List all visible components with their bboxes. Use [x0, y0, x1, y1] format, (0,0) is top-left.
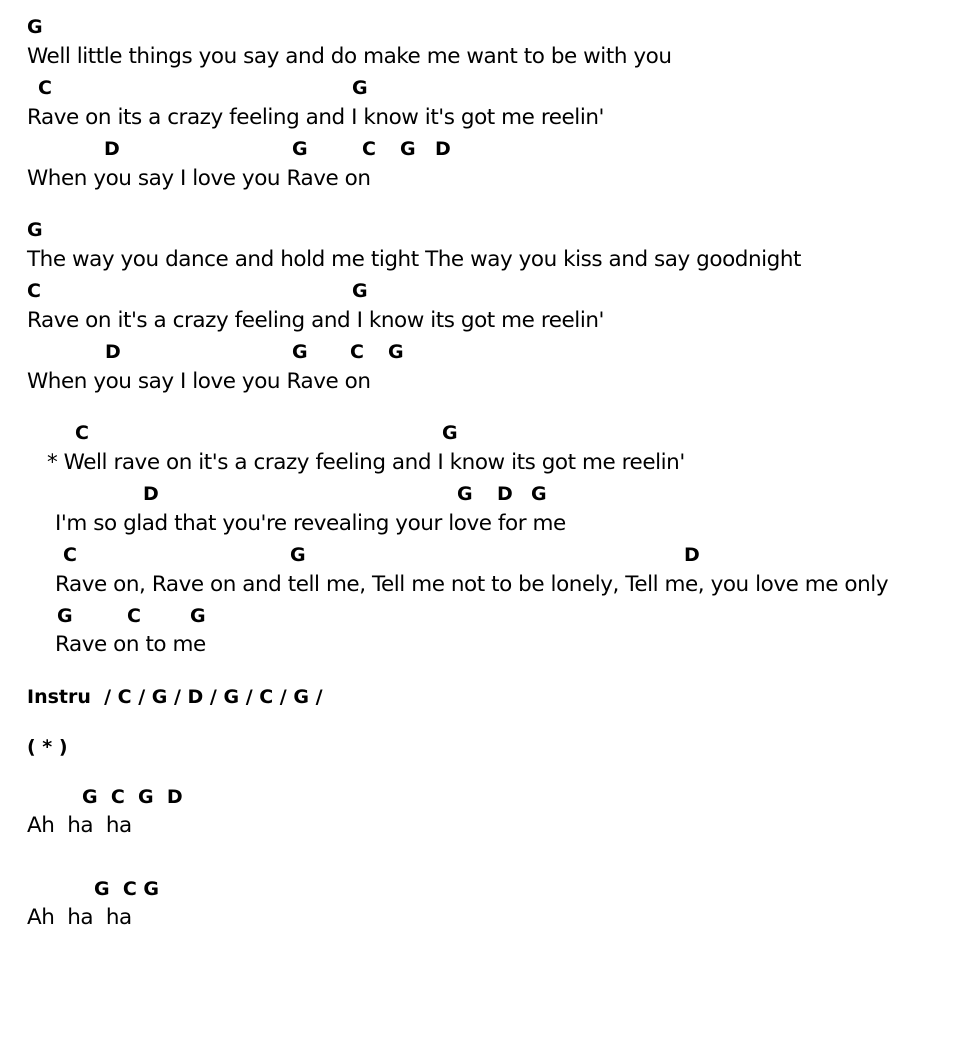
chord: G [292, 341, 308, 363]
chord: G [400, 138, 416, 160]
chord: D [143, 483, 159, 505]
chord-sequence: G C G D [82, 786, 183, 808]
chord: D [684, 544, 700, 566]
chord: C [350, 341, 364, 363]
chord: C [75, 422, 89, 444]
chord: G [27, 16, 43, 38]
lyric-line: Rave on its a crazy feeling and I know it's got me reelin' [27, 105, 604, 130]
chord: G [388, 341, 404, 363]
chord: G [27, 219, 43, 241]
chord: C [38, 77, 52, 99]
chord: G [292, 138, 308, 160]
chord: G [442, 422, 458, 444]
chord: G [290, 544, 306, 566]
lyric-line: Rave on it's a crazy feeling and I know its got me reelin' [27, 308, 604, 333]
instrumental-line: Instru / C / G / D / G / C / G / [27, 686, 323, 708]
chord: D [435, 138, 451, 160]
chord: G [352, 77, 368, 99]
lyric-line: Ah ha ha [27, 813, 132, 838]
lyric-line: I'm so glad that you're revealing your love for me [55, 511, 566, 536]
chord: C [63, 544, 77, 566]
repeat-marker: ( * ) [27, 736, 68, 758]
chord: G [531, 483, 547, 505]
lyric-line: * Well rave on it's a crazy feeling and I know its got me reelin' [47, 450, 685, 475]
chord: G [57, 605, 73, 627]
lyric-line: Well little things you say and do make me want to be with you [27, 44, 672, 69]
chord: G [352, 280, 368, 302]
chord: C [27, 280, 41, 302]
chord: D [104, 138, 120, 160]
chord-sequence: G C G [94, 878, 159, 900]
chord: D [105, 341, 121, 363]
lyric-line: Rave on, Rave on and tell me, Tell me not to be lonely, Tell me, you love me only [55, 572, 889, 597]
lyric-line: When you say I love you Rave on [27, 166, 371, 191]
lyric-line: Ah ha ha [27, 905, 132, 930]
lyric-line: The way you dance and hold me tight The way you kiss and say goodnight [27, 247, 802, 272]
chord: G [190, 605, 206, 627]
chord: C [362, 138, 376, 160]
lyric-line: Rave on to me [55, 632, 206, 657]
chord: D [497, 483, 513, 505]
lyric-line: When you say I love you Rave on [27, 369, 371, 394]
chord: G [457, 483, 473, 505]
chord: C [127, 605, 141, 627]
